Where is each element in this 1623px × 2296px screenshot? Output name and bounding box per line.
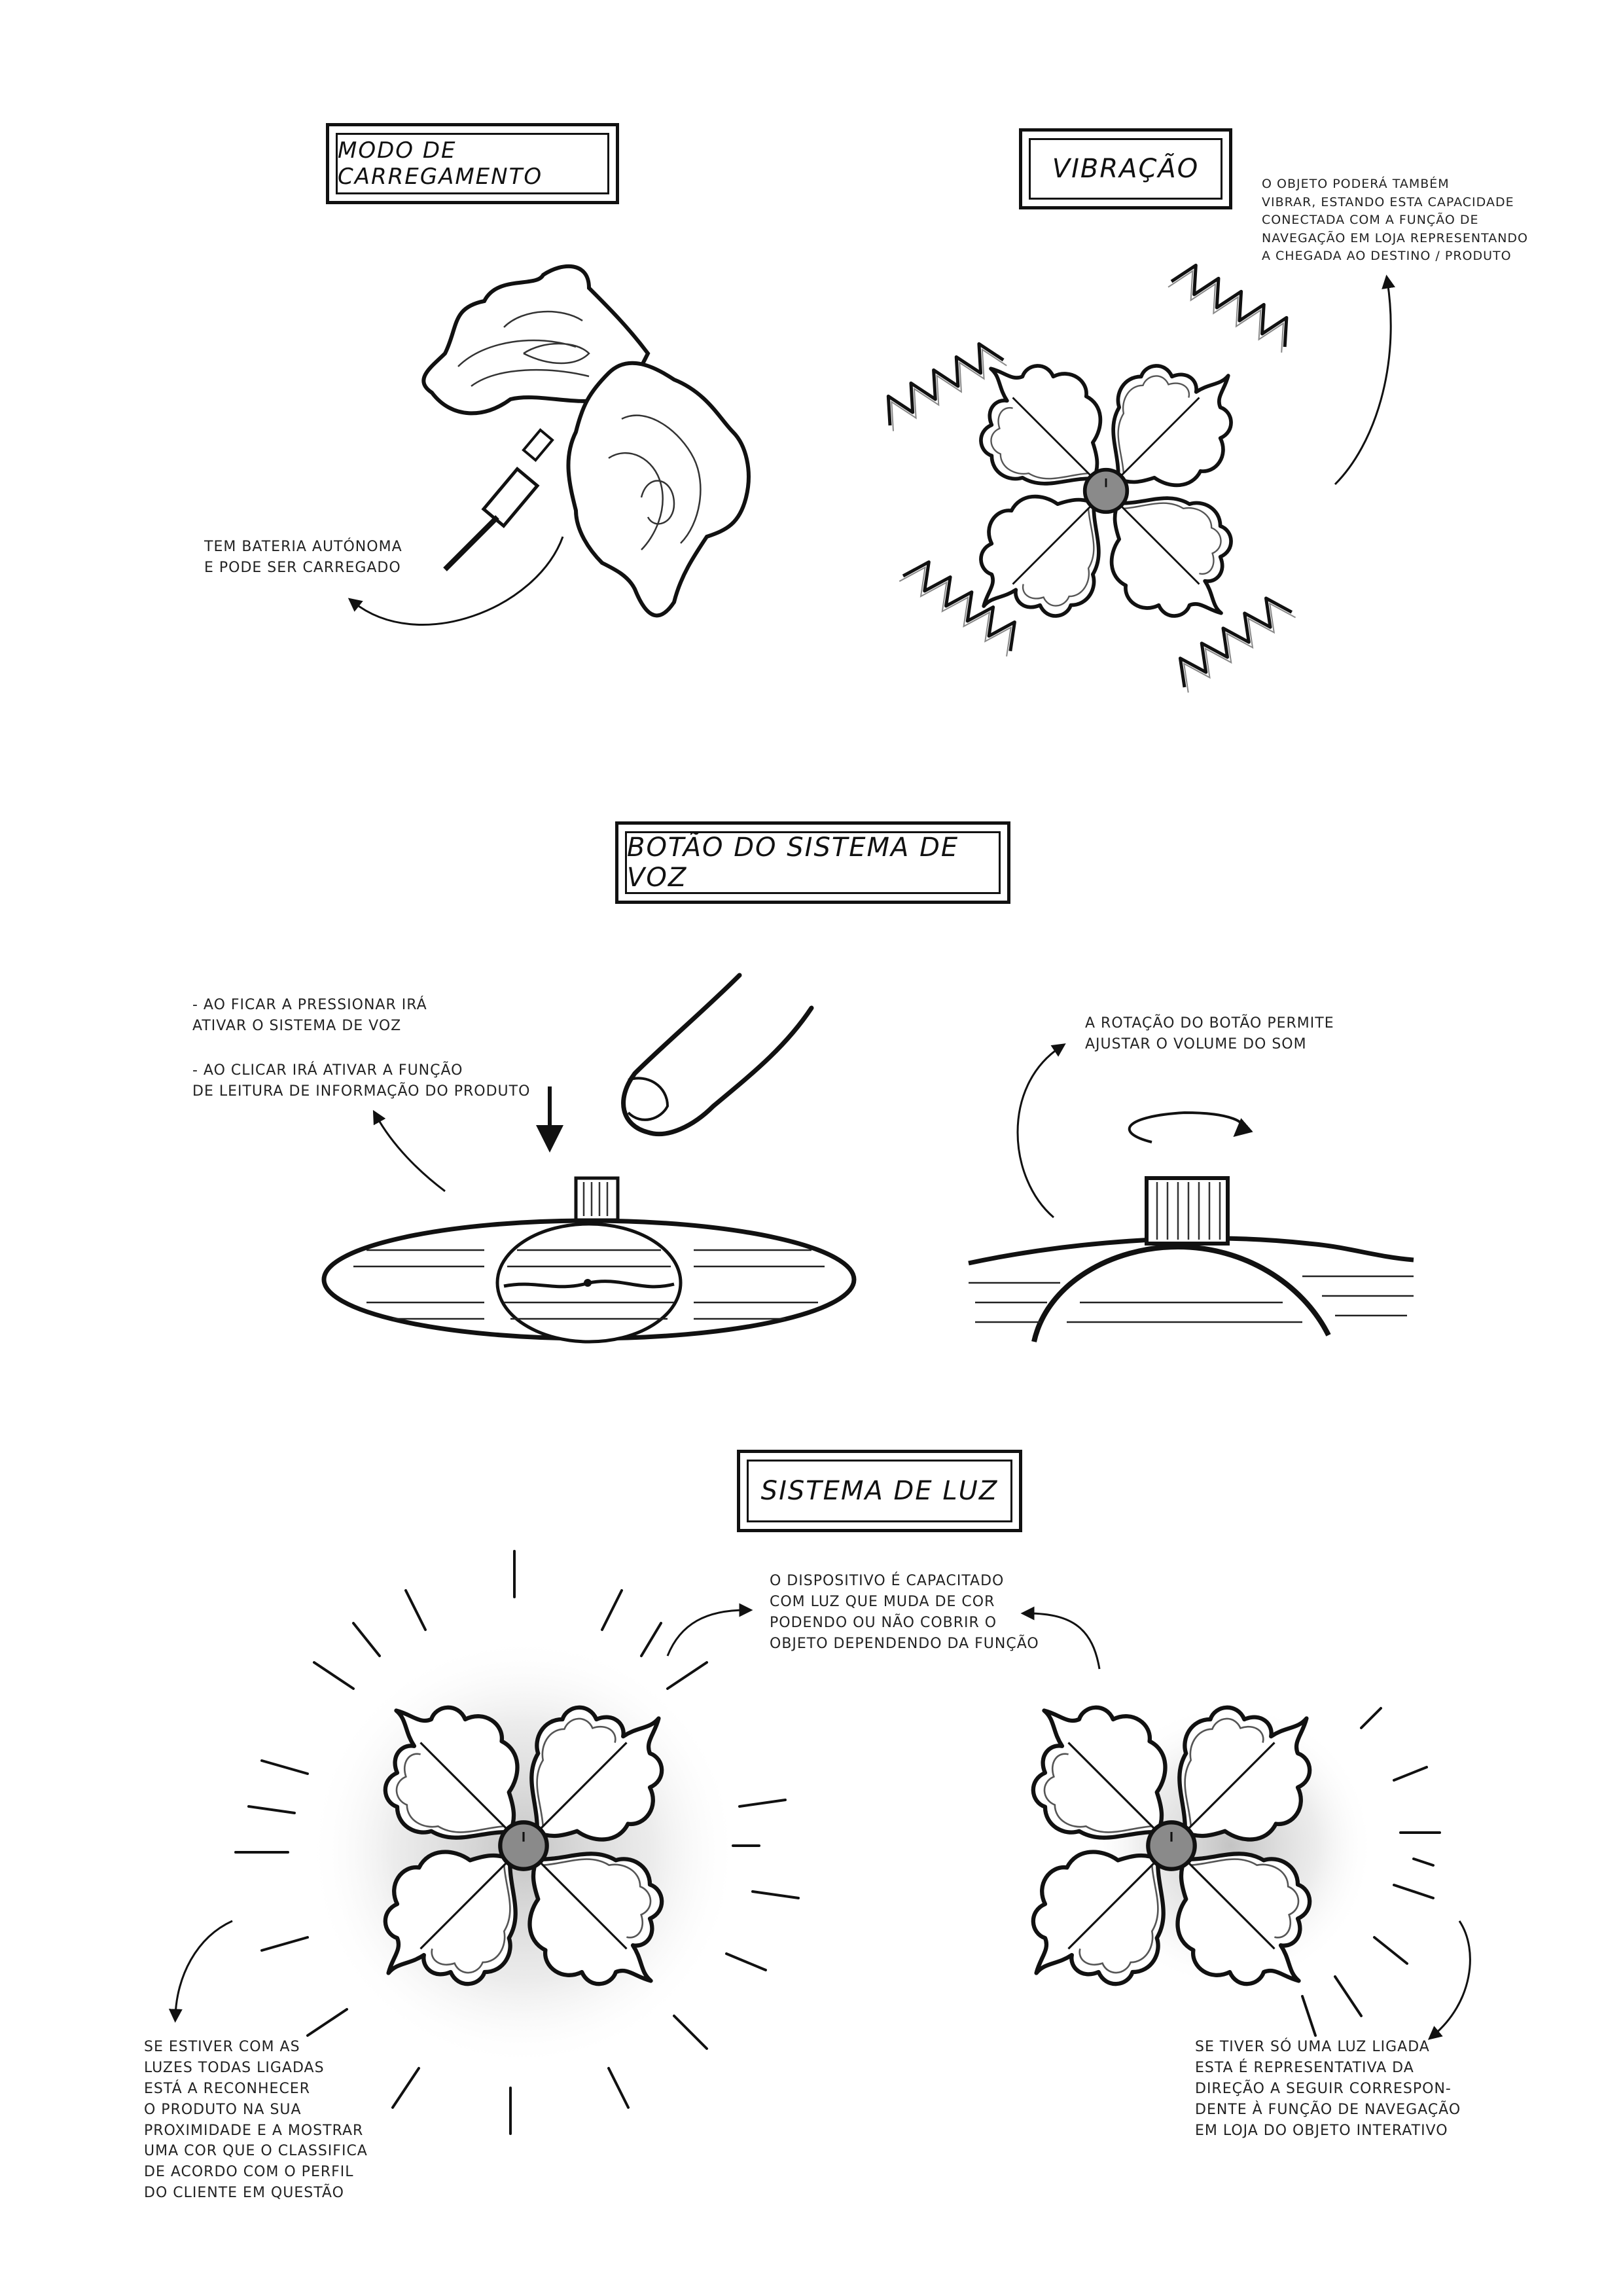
note-light-device: O DISPOSITIVO É CAPACITADO COM LUZ QUE MUDA DE COR PODENDO OU NÃO COBRIR O OBJETO DEPENDENDO DA FUNÇÃO <box>770 1573 1039 1652</box>
device-side-view <box>324 1178 854 1342</box>
arrow-light-device-right <box>1027 1613 1099 1669</box>
arrow-rotation <box>1018 1047 1060 1217</box>
rotation-arrow <box>1130 1113 1243 1142</box>
light-one-illustration <box>991 1613 1471 2036</box>
title-light-system-text: SISTEMA DE LUZ <box>747 1460 1012 1522</box>
device-zoom-view <box>969 1113 1414 1342</box>
arrow-one-light <box>1433 1921 1470 2036</box>
usb-cable <box>445 430 552 569</box>
arrow-vibration <box>1335 281 1391 484</box>
charging-illustration <box>353 266 749 625</box>
voice-button-illustration <box>324 975 1414 1342</box>
title-charging-text: MODO DE CARREGAMENTO <box>336 133 609 194</box>
title-vibration-text: VIBRAÇÃO <box>1029 138 1222 200</box>
arrow-all-lights <box>175 1921 232 2016</box>
vibration-wave-top-right <box>1168 259 1298 352</box>
vibration-illustration <box>877 259 1391 692</box>
note-battery: TEM BATERIA AUTÓNOMA E PODE SER CARREGADO <box>204 539 402 576</box>
note-vibration: O OBJETO PODERÁ TAMBÉM VIBRAR, ESTANDO ESTA CAPACIDADE CONECTADA COM A FUNÇÃO DE NAVEGAÇÃO EM LOJA REPRESENTANDO A CHEGADA AO DESTINO / PRODUTO <box>1262 177 1528 264</box>
finger <box>624 975 812 1134</box>
note-all-lights: SE ESTIVER COM AS LUZES TODAS LIGADAS ESTÁ A RECONHECER O PRODUTO NA SUA PROXIMIDADE E A MOSTRAR UMA COR QUE O CLASSIFICA DE ACORDO COM O PERFIL DO CLIENTE EM QUESTÃO <box>144 2039 368 2202</box>
note-press-click: - AO CLICAR IRÁ ATIVAR A FUNÇÃO DE LEITURA DE INFORMAÇÃO DO PRODUTO <box>192 1062 531 1100</box>
title-voice-button-text: BOTÃO DO SISTEMA DE VOZ <box>625 831 1001 894</box>
arrow-press <box>376 1116 445 1191</box>
note-one-light: SE TIVER SÓ UMA LUZ LIGADA ESTA É REPRESENTATIVA DA DIREÇÃO A SEGUIR CORRESPON- DENTE À FUNÇÃO DE NAVEGAÇÃO EM LOJA DO OBJETO INTERATIVO <box>1195 2039 1461 2139</box>
wood-petal-right <box>568 363 748 616</box>
note-press-hold: - AO FICAR A PRESSIONAR IRÁ ATIVAR O SISTEMA DE VOZ <box>192 997 427 1034</box>
light-all-illustration <box>175 1551 798 2134</box>
note-rotation: A ROTAÇÃO DO BOTÃO PERMITE AJUSTAR O VOLUME DO SOM <box>1085 1015 1334 1052</box>
vibration-wave-top-left <box>877 337 1007 431</box>
arrow-battery <box>353 537 563 624</box>
flower-vibration <box>943 328 1269 654</box>
arrow-light-device <box>668 1610 746 1656</box>
